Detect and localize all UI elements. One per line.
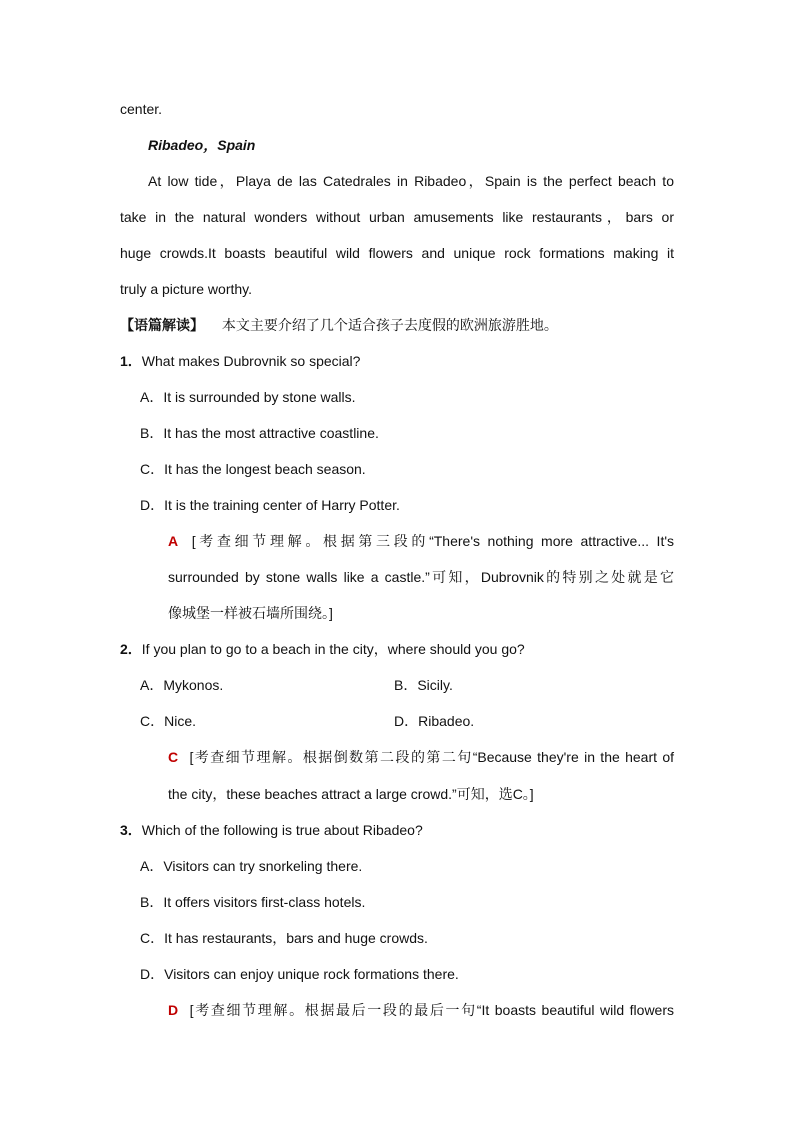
- question-number: 3．: [120, 822, 142, 838]
- option: B．It offers visitors first-class hotels.: [140, 894, 366, 910]
- paragraph-line: At low tide，Playa de las Catedrales in Ribadeo，Spain is the perfect beach to: [148, 173, 674, 189]
- answer-letter: D: [168, 1002, 179, 1018]
- question-stem: [120, 639, 525, 659]
- explanation-line: [考查细节理解。根据最后一段的最后一句“It boasts beautiful wild flowers: [189, 1002, 675, 1018]
- paragraph-line: truly a picture worthy.: [120, 281, 253, 297]
- option: D．Ribadeo.: [394, 713, 475, 729]
- previous-paragraph-tail: center.: [120, 101, 163, 117]
- explanation-line: surrounded by stone walls like a castle.”可知，Dubrovnik的特别之处就是它: [168, 569, 674, 585]
- question-text: Which of the following is true about Ribadeo?: [141, 822, 423, 838]
- summary: [120, 315, 558, 335]
- explanation-line: 像城堡一样被石墙所围绕。]: [168, 605, 333, 621]
- explanation-line: [考查细节理解。根据第三段的“There's nothing more attractive... It's: [191, 533, 675, 549]
- paragraph-line: huge crowds.It boasts beautiful wild flowers and unique rock formations making it: [120, 245, 674, 261]
- option: D．Visitors can enjoy unique rock formations there.: [140, 966, 459, 982]
- answer-explanation: [168, 747, 674, 767]
- explanation-line: the city，these beaches attract a large crowd.”可知，选C。]: [168, 786, 534, 802]
- option: B．Sicily.: [394, 677, 453, 693]
- question-stem: [120, 351, 360, 371]
- option: C．It has the longest beach season.: [140, 461, 366, 477]
- option: D．It is the training center of Harry Potter.: [140, 497, 400, 513]
- option: C．It has restaurants，bars and huge crowds.: [140, 930, 428, 946]
- question-text: What makes Dubrovnik so special?: [141, 353, 361, 369]
- summary-label: 【语篇解读】: [120, 317, 204, 333]
- question-text: If you plan to go to a beach in the city，where should you go?: [141, 641, 525, 657]
- summary-text: 本文主要介绍了几个适合孩子去度假的欧洲旅游胜地。: [221, 317, 558, 333]
- answer-explanation: [168, 531, 674, 551]
- option: A．Visitors can try snorkeling there.: [140, 858, 363, 874]
- paragraph-line: take in the natural wonders without urban amusements like restaurants，bars or: [120, 209, 674, 225]
- option: B．It has the most attractive coastline.: [140, 425, 379, 441]
- answer-letter: C: [168, 749, 179, 765]
- option: A．Mykonos.: [140, 677, 224, 693]
- section-heading: Ribadeo，Spain: [148, 137, 256, 153]
- answer-letter: A: [168, 533, 179, 549]
- question-number: 1．: [120, 353, 142, 369]
- answer-explanation: [168, 1000, 674, 1020]
- option: A．It is surrounded by stone walls.: [140, 389, 356, 405]
- explanation-line: [考查细节理解。根据倒数第二段的第二句“Because they're in the heart of: [189, 749, 675, 765]
- question-stem: [120, 820, 423, 840]
- question-number: 2．: [120, 641, 142, 657]
- option: C．Nice.: [140, 713, 197, 729]
